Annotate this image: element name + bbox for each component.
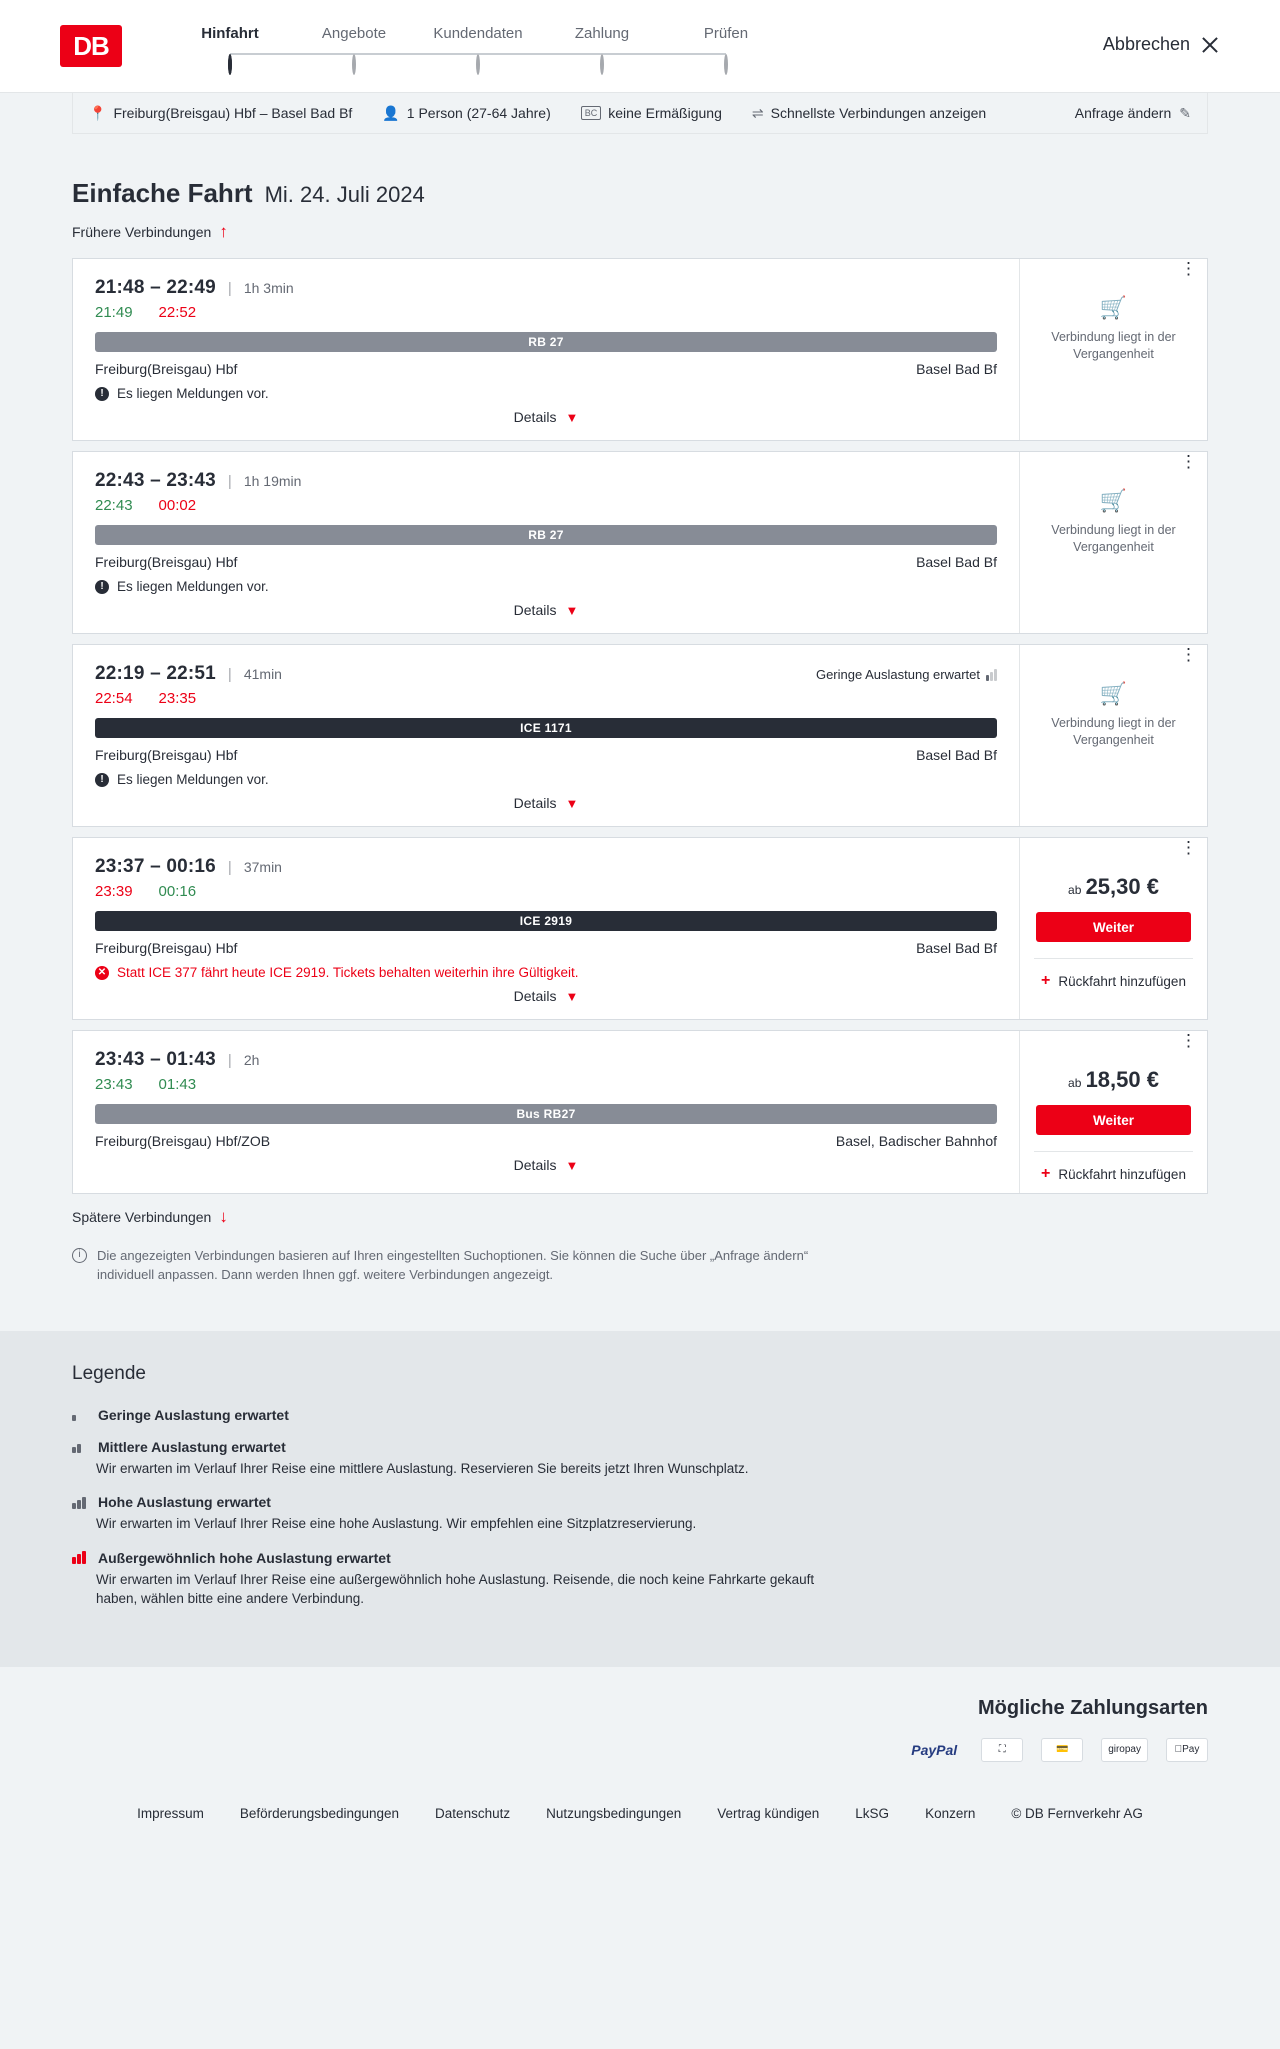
past-connection-block <box>1034 488 1193 556</box>
details-toggle-button[interactable] <box>514 409 579 425</box>
past-connection-text: Verbindung liegt in der Vergangenheit <box>1051 330 1176 361</box>
step-zahlung[interactable] <box>540 25 664 73</box>
info-icon: ! <box>95 773 109 787</box>
past-connection-text: Verbindung liegt in der Vergangenheit <box>1051 523 1176 554</box>
chevron-down-icon: ▼ <box>565 988 579 1004</box>
footer-link[interactable]: LkSG <box>855 1805 890 1821</box>
connection-offer <box>1019 645 1207 826</box>
stations-row <box>95 1133 997 1149</box>
credit-card-icon: 💳 <box>1041 1738 1083 1762</box>
actual-departure-time: 21:49 <box>95 304 133 321</box>
later-connections-label: Spätere Verbindungen <box>72 1208 212 1225</box>
stations-row <box>95 554 997 570</box>
occupancy-bars-icon <box>986 669 997 681</box>
train-line-bar <box>95 525 997 545</box>
search-info-note <box>72 1247 832 1285</box>
connection-notice-text: Statt ICE 377 fährt heute ICE 2919. Tickets behalten weiterhin ihre Gültigkeit. <box>117 965 579 980</box>
footer-links <box>0 1780 1280 1855</box>
arrow-up-icon: ↑ <box>219 222 228 241</box>
footer-link[interactable]: Konzern <box>925 1805 976 1821</box>
connection-card[interactable] <box>72 451 1208 634</box>
price-block <box>1068 874 1159 900</box>
train-line-label: ICE 2919 <box>519 914 573 928</box>
page-title-text: Einfache Fahrt <box>72 178 253 208</box>
cancel-button[interactable] <box>1103 34 1220 55</box>
actual-arrival-time: 22:52 <box>158 304 197 321</box>
trip-duration: 1h 19min <box>243 473 302 489</box>
step-dot-icon <box>600 54 604 75</box>
more-options-icon[interactable]: ⋮ <box>1180 259 1197 278</box>
legend-section <box>0 1331 1280 1667</box>
more-options-icon[interactable]: ⋮ <box>1180 645 1197 664</box>
payment-methods-section <box>0 1667 1280 1780</box>
details-toggle-button[interactable] <box>514 795 579 811</box>
more-options-icon[interactable]: ⋮ <box>1180 838 1197 857</box>
search-info-text: Die angezeigten Verbindungen basieren auf Ihren eingestellten Suchoptionen. Sie können die Suche über „Anfrage ändern“ individuell anpassen. Dann werden Ihnen ggf. weitere Verbindungen angezeigt. <box>97 1248 809 1282</box>
footer-link[interactable]: Beförderungsbedingungen <box>239 1805 400 1821</box>
page-title <box>72 178 1208 209</box>
occupancy-level-1-icon <box>72 1408 88 1421</box>
details-label: Details <box>513 988 557 1004</box>
add-return-trip-label: Rückfahrt hinzufügen <box>1058 973 1186 989</box>
cart-icon: 🛒 <box>1099 681 1128 706</box>
payment-method-icons <box>72 1738 1208 1762</box>
continue-button[interactable]: Weiter <box>1036 912 1191 942</box>
payment-methods-title: Mögliche Zahlungsarten <box>977 1696 1208 1719</box>
connection-times-row <box>95 277 997 299</box>
separator: | <box>227 859 232 876</box>
connection-details <box>73 1031 1019 1193</box>
planned-times: 23:43 – 01:43 <box>95 1049 216 1070</box>
step-kundendaten[interactable] <box>416 25 540 73</box>
details-row <box>95 1157 997 1178</box>
summary-option-label: Schnellste Verbindungen anzeigen <box>770 105 987 121</box>
past-connection-text: Verbindung liegt in der Vergangenheit <box>1051 716 1176 747</box>
realtime-times-row <box>95 304 997 321</box>
connection-notice[interactable] <box>95 965 997 980</box>
train-line-label: RB 27 <box>528 335 564 349</box>
stations-row <box>95 940 997 956</box>
details-label: Details <box>513 795 557 811</box>
separator: | <box>227 473 232 490</box>
chevron-down-icon: ▼ <box>565 1157 579 1173</box>
details-row <box>95 602 997 623</box>
legend-item-head <box>72 1494 1208 1510</box>
details-label: Details <box>513 409 557 425</box>
actual-arrival-time: 23:35 <box>158 690 197 707</box>
actual-arrival-time: 01:43 <box>158 1076 197 1093</box>
connection-offer <box>1019 838 1207 1019</box>
summary-passengers-label: 1 Person (27-64 Jahre) <box>406 105 551 121</box>
details-label: Details <box>513 1157 557 1173</box>
step-hinfahrt[interactable] <box>168 25 292 73</box>
realtime-times-row <box>95 497 997 514</box>
step-dot-icon <box>352 54 356 75</box>
arrow-down-icon: ↓ <box>219 1207 228 1226</box>
destination-station: Basel Bad Bf <box>916 940 997 956</box>
plus-icon: + <box>1041 1165 1051 1182</box>
connection-notice-text: Es liegen Meldungen vor. <box>117 772 269 787</box>
summary-passengers <box>382 105 550 122</box>
step-dot-icon <box>476 54 480 75</box>
occupancy-level-2-icon <box>72 1440 88 1453</box>
summary-option <box>752 105 986 122</box>
info-icon: ! <box>95 580 109 594</box>
legend-item-head <box>72 1407 1208 1423</box>
earlier-connections-button[interactable] <box>72 223 1208 240</box>
stations-row <box>95 361 997 377</box>
step-angebote[interactable] <box>292 25 416 73</box>
planned-times: 21:48 – 22:49 <box>95 277 216 298</box>
connection-notice <box>95 579 997 594</box>
connection-details <box>73 838 1019 1019</box>
apple-pay-icon: Pay <box>1166 1738 1208 1762</box>
price-value: 25,30 € <box>1085 874 1159 899</box>
earlier-connections-label: Frühere Verbindungen <box>72 223 212 240</box>
planned-times: 23:37 – 00:16 <box>95 856 216 877</box>
past-connection-block <box>1034 295 1193 363</box>
db-logo: DB <box>60 25 122 67</box>
connection-details <box>73 452 1019 633</box>
connection-offer <box>1019 1031 1207 1193</box>
pencil-icon: ✎ <box>1179 104 1191 121</box>
connection-card[interactable] <box>72 258 1208 441</box>
trip-duration: 1h 3min <box>243 280 294 296</box>
destination-station: Basel, Badischer Bahnhof <box>835 1133 997 1149</box>
step-label: Zahlung <box>574 25 630 42</box>
legend-item-label: Geringe Auslastung erwartet <box>98 1406 289 1423</box>
origin-station: Freiburg(Breisgau) Hbf <box>95 940 238 956</box>
legend-item-description: Wir erwarten im Verlauf Ihrer Reise eine hohe Auslastung. Wir empfehlen eine Sitzplatzreservierung. <box>96 1516 697 1532</box>
realtime-times-row <box>95 690 997 707</box>
alert-icon: ✕ <box>95 966 109 980</box>
footer-link[interactable]: Vertrag kündigen <box>717 1805 820 1821</box>
step-label: Prüfen <box>703 25 749 42</box>
separator: | <box>227 280 232 297</box>
origin-station: Freiburg(Breisgau) Hbf <box>95 747 238 763</box>
details-row <box>95 409 997 430</box>
trip-duration: 2h <box>243 1052 260 1068</box>
person-icon: 👤 <box>382 104 400 121</box>
summary-discount-label: keine Ermäßigung <box>608 105 722 121</box>
actual-arrival-time: 00:16 <box>158 883 197 900</box>
connection-details <box>73 645 1019 826</box>
step-dot-icon <box>228 54 232 75</box>
legend-items <box>72 1407 1208 1609</box>
add-return-trip-label: Rückfahrt hinzufügen <box>1058 1166 1186 1182</box>
info-icon: i <box>72 1248 87 1263</box>
legend-item-head <box>72 1550 1208 1566</box>
chevron-down-icon: ▼ <box>565 795 579 811</box>
price-prefix: ab <box>1068 883 1082 897</box>
edit-search-button[interactable] <box>1075 105 1191 122</box>
summary-route <box>89 105 352 122</box>
legend-item <box>72 1439 1208 1479</box>
giropay-icon: giropay <box>1101 1738 1148 1762</box>
separator: | <box>227 666 232 683</box>
paypal-icon: PayPal <box>911 1741 958 1758</box>
search-summary-bar <box>72 93 1208 134</box>
cart-icon: 🛒 <box>1099 295 1128 320</box>
actual-departure-time: 23:39 <box>95 883 133 900</box>
occupancy-indicator <box>816 667 997 682</box>
connection-notice <box>95 386 997 401</box>
bahncard-icon: BC <box>581 106 602 120</box>
train-line-bar <box>95 1104 997 1124</box>
legend-item-head <box>72 1439 1208 1455</box>
step-label: Angebote <box>321 25 387 42</box>
connection-card[interactable] <box>72 1030 1208 1194</box>
price-prefix: ab <box>1068 1076 1082 1090</box>
footer-copyright: © DB Fernverkehr AG <box>1011 1805 1143 1821</box>
summary-discount <box>581 105 722 121</box>
cart-icon: 🛒 <box>1099 488 1128 513</box>
travel-date: Mi. 24. Juli 2024 <box>264 182 425 207</box>
train-line-bar <box>95 332 997 352</box>
info-icon: ! <box>95 387 109 401</box>
connection-times-row <box>95 470 997 492</box>
origin-station: Freiburg(Breisgau) Hbf/ZOB <box>95 1133 271 1149</box>
step-label: Kundendaten <box>433 25 523 42</box>
train-line-label: ICE 1171 <box>520 721 572 735</box>
origin-station: Freiburg(Breisgau) Hbf <box>95 554 238 570</box>
price-block <box>1068 1067 1159 1093</box>
realtime-times-row <box>95 883 997 900</box>
location-pin-icon: 📍 <box>89 104 107 121</box>
add-return-trip-button[interactable] <box>1034 1151 1193 1183</box>
planned-times: 22:43 – 23:43 <box>95 470 216 491</box>
chevron-down-icon: ▼ <box>565 409 579 425</box>
edit-search-label: Anfrage ändern <box>1074 105 1172 121</box>
footer-link[interactable]: Impressum <box>137 1805 204 1821</box>
more-options-icon[interactable]: ⋮ <box>1180 452 1197 471</box>
step-pruefen[interactable] <box>664 25 788 73</box>
details-row <box>95 988 997 1009</box>
connection-details <box>73 259 1019 440</box>
train-line-bar <box>95 911 997 931</box>
legend-item <box>72 1550 1208 1609</box>
connection-times-row <box>95 1049 997 1071</box>
stations-row <box>95 747 997 763</box>
step-label: Hinfahrt <box>201 25 259 42</box>
legend-item <box>72 1407 1208 1423</box>
details-toggle-button[interactable] <box>514 988 579 1004</box>
add-return-trip-button[interactable] <box>1034 958 1193 990</box>
close-icon <box>1200 35 1220 55</box>
train-line-label: Bus RB27 <box>516 1107 576 1121</box>
past-connection-block <box>1034 681 1193 749</box>
connection-notice <box>95 772 997 787</box>
details-row <box>95 795 997 816</box>
direct-debit-icon: ⛶ <box>981 1738 1023 1762</box>
separator: | <box>227 1052 232 1069</box>
details-label: Details <box>513 602 557 618</box>
destination-station: Basel Bad Bf <box>916 361 997 377</box>
legend-item <box>72 1494 1208 1534</box>
more-options-icon[interactable]: ⋮ <box>1180 1031 1197 1050</box>
actual-departure-time: 23:43 <box>95 1076 133 1093</box>
planned-times: 22:19 – 22:51 <box>95 663 216 684</box>
details-toggle-button[interactable] <box>514 1157 579 1173</box>
cancel-label: Abbrechen <box>1102 34 1190 54</box>
train-line-bar <box>95 718 997 738</box>
destination-station: Basel Bad Bf <box>916 747 997 763</box>
app-header <box>0 0 1280 93</box>
main-content <box>72 134 1208 1285</box>
price-value: 18,50 € <box>1085 1067 1159 1092</box>
connection-offer <box>1019 259 1207 440</box>
actual-departure-time: 22:54 <box>95 690 133 707</box>
occupancy-level-4-icon <box>72 1551 88 1564</box>
summary-route-label: Freiburg(Breisgau) Hbf – Basel Bad Bf <box>113 105 353 121</box>
realtime-times-row <box>95 1076 997 1093</box>
occupancy-label: Geringe Auslastung erwartet <box>815 667 980 682</box>
connection-list <box>72 258 1208 1194</box>
footer-link[interactable]: Nutzungsbedingungen <box>546 1805 682 1821</box>
connection-notice-text: Es liegen Meldungen vor. <box>117 579 269 594</box>
connection-card[interactable] <box>72 837 1208 1020</box>
occupancy-level-3-icon <box>72 1496 88 1509</box>
origin-station: Freiburg(Breisgau) Hbf <box>95 361 238 377</box>
legend-item-description: Wir erwarten im Verlauf Ihrer Reise eine mittlere Auslastung. Reservieren Sie bereits jetzt Ihren Wunschplatz. <box>96 1460 749 1476</box>
details-toggle-button[interactable] <box>514 602 579 618</box>
legend-item-label: Außergewöhnlich hohe Auslastung erwartet <box>98 1549 391 1566</box>
trip-duration: 37min <box>243 859 282 875</box>
trip-duration: 41min <box>243 666 282 682</box>
actual-arrival-time: 00:02 <box>158 497 197 514</box>
connection-card[interactable] <box>72 644 1208 827</box>
connection-notice-text: Es liegen Meldungen vor. <box>117 386 269 401</box>
legend-item-description: Wir erwarten im Verlauf Ihrer Reise eine außergewöhnlich hohe Auslastung. Reisende, die noch keine Fahrkarte gekauft haben, wählen bitte eine andere Verbindung. <box>96 1571 815 1607</box>
legend-item-label: Mittlere Auslastung erwartet <box>98 1438 286 1455</box>
legend-item-label: Hohe Auslastung erwartet <box>98 1494 271 1511</box>
plus-icon: + <box>1041 972 1051 989</box>
actual-departure-time: 22:43 <box>95 497 133 514</box>
train-line-label: RB 27 <box>528 528 564 542</box>
connection-offer <box>1019 452 1207 633</box>
connection-times-row <box>95 856 997 878</box>
later-connections-button[interactable] <box>72 1208 1208 1225</box>
step-dot-icon <box>724 54 728 75</box>
continue-button[interactable]: Weiter <box>1036 1105 1191 1135</box>
chevron-down-icon: ▼ <box>565 602 579 618</box>
footer-link[interactable]: Datenschutz <box>435 1805 511 1821</box>
fastest-connection-icon: ⇌ <box>751 104 764 121</box>
checkout-stepper <box>168 19 788 73</box>
connection-times-row <box>95 663 997 685</box>
destination-station: Basel Bad Bf <box>916 554 997 570</box>
legend-title: Legende <box>72 1362 146 1384</box>
